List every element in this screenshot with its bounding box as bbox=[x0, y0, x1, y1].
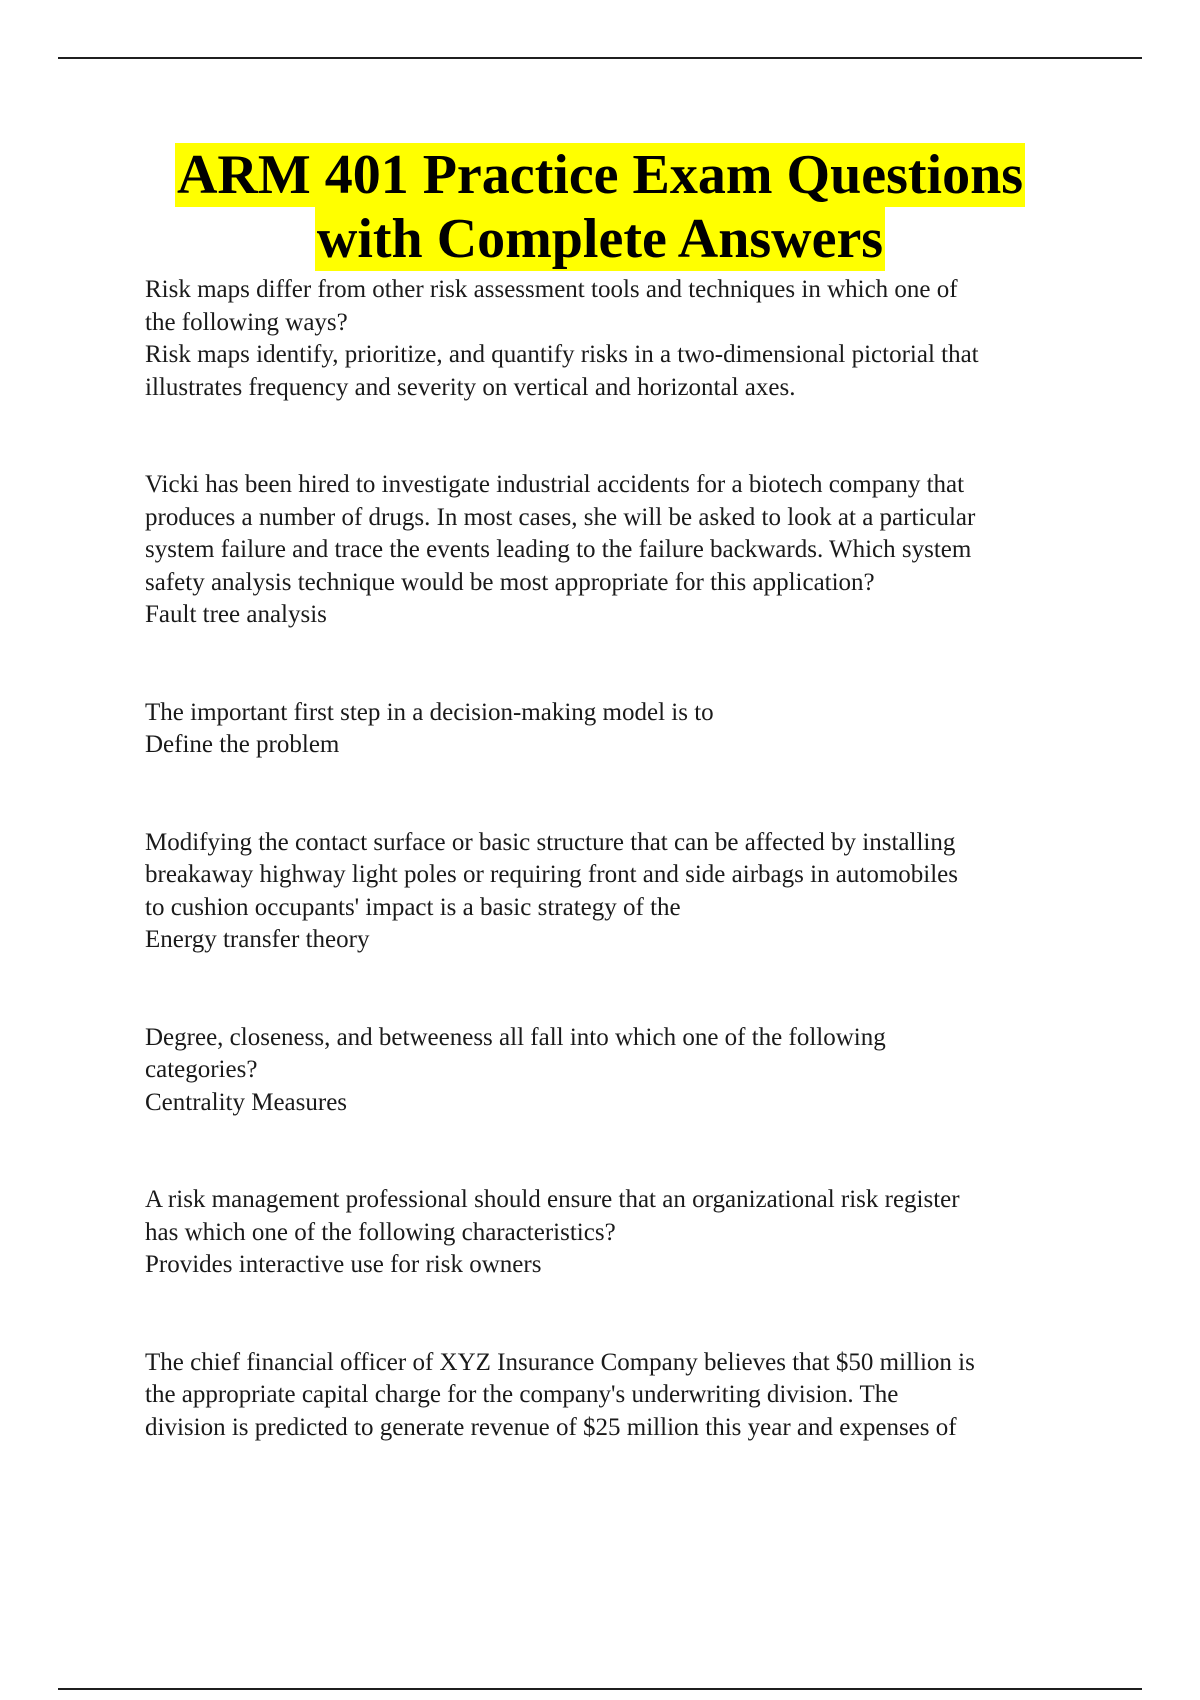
document-title bbox=[0, 143, 1200, 271]
answer-line: Risk maps identify, prioritize, and quantify risks in a two-dimensional pictorial that bbox=[145, 341, 979, 368]
question-line: categories? bbox=[145, 1056, 258, 1083]
question-line: The important first step in a decision-making model is to bbox=[145, 698, 714, 726]
question-line: A risk management professional should ensure that an organizational risk register bbox=[145, 1186, 960, 1213]
question-line: has which one of the following characteristics? bbox=[145, 1218, 616, 1246]
question-line: produces a number of drugs. In most cases, she will be asked to look at a particular bbox=[145, 503, 976, 531]
question-line: breakaway highway light poles or requiring front and side airbags in automobiles bbox=[145, 861, 958, 888]
answer-line: Centrality Measures bbox=[145, 1088, 348, 1116]
question-line: Vicki has been hired to investigate industrial accidents for a biotech company that bbox=[145, 471, 965, 498]
answer-line: Fault tree analysis bbox=[145, 601, 327, 628]
answer-line: Define the problem bbox=[145, 731, 340, 758]
top-rule bbox=[58, 57, 1142, 59]
qa-item bbox=[145, 1022, 1105, 1120]
title-line-1: ARM 401 Practice Exam Questions bbox=[176, 144, 1024, 206]
question-line: Degree, closeness, and betweeness all fall into which one of the following bbox=[145, 1023, 886, 1051]
bottom-rule bbox=[58, 1688, 1142, 1690]
question-line: the appropriate capital charge for the company's underwriting division. The bbox=[145, 1381, 899, 1408]
question-line: The chief financial officer of XYZ Insurance Company believes that $50 million is bbox=[145, 1348, 975, 1376]
qa-item bbox=[145, 274, 1105, 404]
question-line: the following ways? bbox=[145, 308, 348, 336]
answer-line: Provides interactive use for risk owners bbox=[145, 1251, 542, 1278]
question-line: system failure and trace the events leading to the failure backwards. Which system bbox=[145, 536, 972, 563]
answer-line: Energy transfer theory bbox=[145, 926, 370, 953]
question-line: to cushion occupants' impact is a basic strategy of the bbox=[145, 893, 681, 921]
document-body bbox=[145, 274, 1105, 1444]
title-line-2: with Complete Answers bbox=[316, 208, 884, 270]
answer-line: illustrates frequency and severity on vertical and horizontal axes. bbox=[145, 373, 796, 401]
question-line: Modifying the contact surface or basic structure that can be affected by installing bbox=[145, 828, 956, 856]
qa-item bbox=[145, 469, 1105, 632]
qa-item bbox=[145, 1347, 1105, 1445]
qa-item bbox=[145, 697, 1105, 762]
question-line: Risk maps differ from other risk assessment tools and techniques in which one of bbox=[145, 276, 958, 303]
qa-item bbox=[145, 1184, 1105, 1282]
qa-item bbox=[145, 827, 1105, 957]
question-line: division is predicted to generate revenue of $25 million this year and expenses of bbox=[145, 1413, 957, 1441]
question-line: safety analysis technique would be most appropriate for this application? bbox=[145, 568, 875, 596]
